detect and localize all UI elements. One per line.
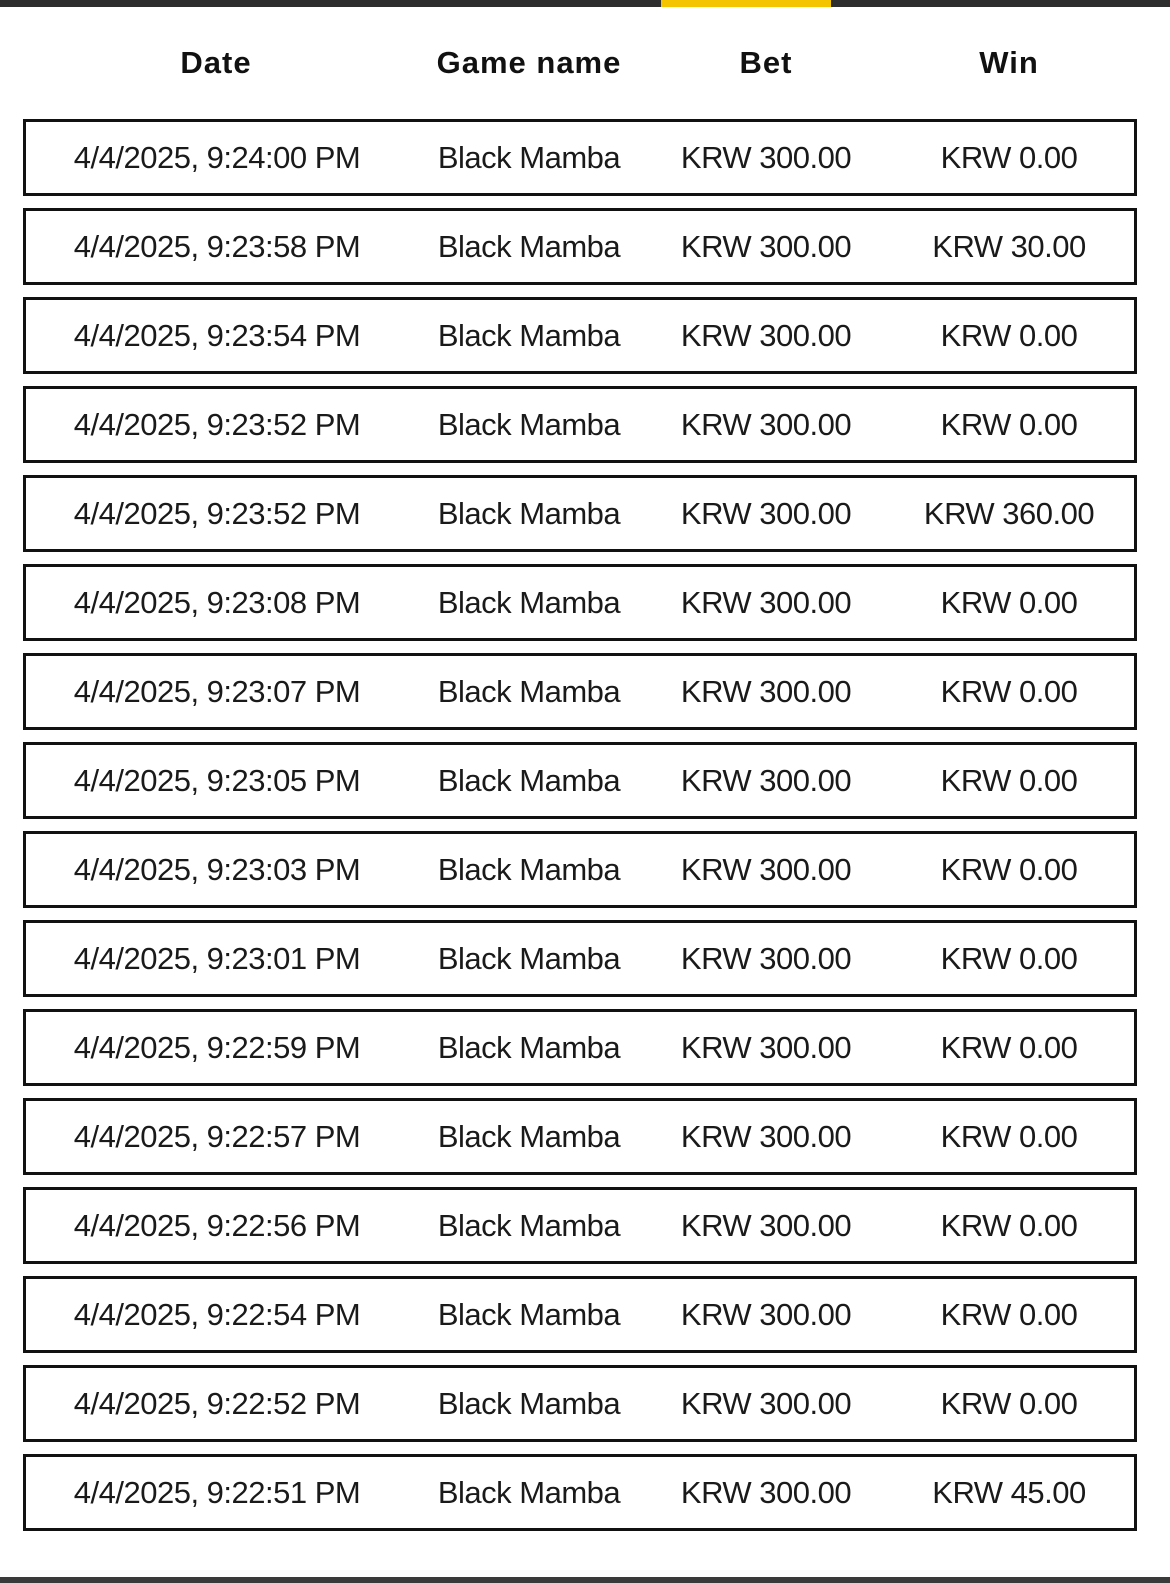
- cell-game-name: Black Mamba: [437, 1385, 621, 1421]
- cell-bet: KRW 300.00: [680, 1385, 852, 1421]
- cell-game-name: Black Mamba: [437, 1296, 621, 1332]
- header-date: Date: [180, 45, 252, 80]
- cell-date: 4/4/2025, 9:22:56 PM: [73, 1207, 361, 1243]
- cell-game-name: Black Mamba: [437, 406, 621, 442]
- cell-game-name: Black Mamba: [437, 584, 621, 620]
- cell-win: KRW 0.00: [940, 1029, 1078, 1065]
- cell-win: KRW 360.00: [923, 495, 1095, 531]
- cell-win: KRW 0.00: [940, 762, 1078, 798]
- cell-date: 4/4/2025, 9:23:08 PM: [73, 584, 361, 620]
- table-row[interactable]: [23, 564, 1137, 641]
- cell-date: 4/4/2025, 9:23:03 PM: [73, 851, 361, 887]
- table-row[interactable]: [23, 831, 1137, 908]
- cell-game-name: Black Mamba: [437, 940, 621, 976]
- cell-bet: KRW 300.00: [680, 940, 852, 976]
- cell-bet: KRW 300.00: [680, 406, 852, 442]
- cell-game-name: Black Mamba: [437, 1474, 621, 1510]
- cell-win: KRW 0.00: [940, 584, 1078, 620]
- cell-win: KRW 0.00: [940, 673, 1078, 709]
- cell-bet: KRW 300.00: [680, 762, 852, 798]
- cell-game-name: Black Mamba: [437, 495, 621, 531]
- cell-win: KRW 0.00: [940, 1207, 1078, 1243]
- cell-bet: KRW 300.00: [680, 584, 852, 620]
- cell-date: 4/4/2025, 9:24:00 PM: [73, 139, 361, 175]
- cell-game-name: Black Mamba: [437, 1118, 621, 1154]
- cell-game-name: Black Mamba: [437, 139, 621, 175]
- cell-game-name: Black Mamba: [437, 1029, 621, 1065]
- cell-date: 4/4/2025, 9:23:05 PM: [73, 762, 361, 798]
- bet-history-list: [23, 119, 1137, 1543]
- cell-win: KRW 0.00: [940, 1296, 1078, 1332]
- table-row[interactable]: [23, 1009, 1137, 1086]
- cell-win: KRW 0.00: [940, 317, 1078, 353]
- table-row[interactable]: [23, 653, 1137, 730]
- cell-bet: KRW 300.00: [680, 1296, 852, 1332]
- table-row[interactable]: [23, 475, 1137, 552]
- cell-date: 4/4/2025, 9:22:57 PM: [73, 1118, 361, 1154]
- table-row[interactable]: [23, 386, 1137, 463]
- table-row[interactable]: [23, 1454, 1137, 1531]
- top-tab-bar: [0, 0, 1170, 7]
- cell-win: KRW 0.00: [940, 1385, 1078, 1421]
- cell-date: 4/4/2025, 9:23:52 PM: [73, 406, 361, 442]
- table-row[interactable]: [23, 119, 1137, 196]
- cell-win: KRW 30.00: [932, 228, 1086, 264]
- cell-bet: KRW 300.00: [680, 139, 852, 175]
- table-row[interactable]: [23, 742, 1137, 819]
- table-row[interactable]: [23, 1276, 1137, 1353]
- cell-win: KRW 0.00: [940, 940, 1078, 976]
- cell-win: KRW 0.00: [940, 139, 1078, 175]
- cell-date: 4/4/2025, 9:23:54 PM: [73, 317, 361, 353]
- cell-date: 4/4/2025, 9:22:51 PM: [73, 1474, 361, 1510]
- cell-win: KRW 0.00: [940, 406, 1078, 442]
- active-tab-indicator[interactable]: [661, 0, 831, 7]
- cell-bet: KRW 300.00: [680, 1029, 852, 1065]
- cell-win: KRW 0.00: [940, 1118, 1078, 1154]
- cell-game-name: Black Mamba: [437, 1207, 621, 1243]
- header-bet: Bet: [739, 45, 793, 80]
- cell-bet: KRW 300.00: [680, 673, 852, 709]
- cell-win: KRW 0.00: [940, 851, 1078, 887]
- cell-bet: KRW 300.00: [680, 317, 852, 353]
- cell-date: 4/4/2025, 9:23:52 PM: [73, 495, 361, 531]
- cell-game-name: Black Mamba: [437, 673, 621, 709]
- table-row[interactable]: [23, 1187, 1137, 1264]
- table-row[interactable]: [23, 297, 1137, 374]
- table-row[interactable]: [23, 920, 1137, 997]
- cell-date: 4/4/2025, 9:23:07 PM: [73, 673, 361, 709]
- cell-date: 4/4/2025, 9:22:52 PM: [73, 1385, 361, 1421]
- cell-date: 4/4/2025, 9:22:54 PM: [73, 1296, 361, 1332]
- bottom-edge: [0, 1577, 1170, 1583]
- cell-bet: KRW 300.00: [680, 495, 852, 531]
- table-row[interactable]: [23, 208, 1137, 285]
- next-row-partial: [0, 1558, 1170, 1583]
- cell-game-name: Black Mamba: [437, 317, 621, 353]
- cell-bet: KRW 300.00: [680, 1207, 852, 1243]
- cell-bet: KRW 300.00: [680, 228, 852, 264]
- cell-date: 4/4/2025, 9:22:59 PM: [73, 1029, 361, 1065]
- cell-date: 4/4/2025, 9:23:01 PM: [73, 940, 361, 976]
- table-row[interactable]: [23, 1098, 1137, 1175]
- cell-game-name: Black Mamba: [437, 762, 621, 798]
- table-header: [24, 40, 1136, 86]
- cell-bet: KRW 300.00: [680, 1118, 852, 1154]
- header-game-name: Game name: [436, 45, 622, 80]
- header-win: Win: [979, 45, 1039, 80]
- cell-game-name: Black Mamba: [437, 851, 621, 887]
- cell-win: KRW 45.00: [932, 1474, 1086, 1510]
- cell-bet: KRW 300.00: [680, 1474, 852, 1510]
- cell-game-name: Black Mamba: [437, 228, 621, 264]
- cell-bet: KRW 300.00: [680, 851, 852, 887]
- cell-date: 4/4/2025, 9:23:58 PM: [73, 228, 361, 264]
- table-row[interactable]: [23, 1365, 1137, 1442]
